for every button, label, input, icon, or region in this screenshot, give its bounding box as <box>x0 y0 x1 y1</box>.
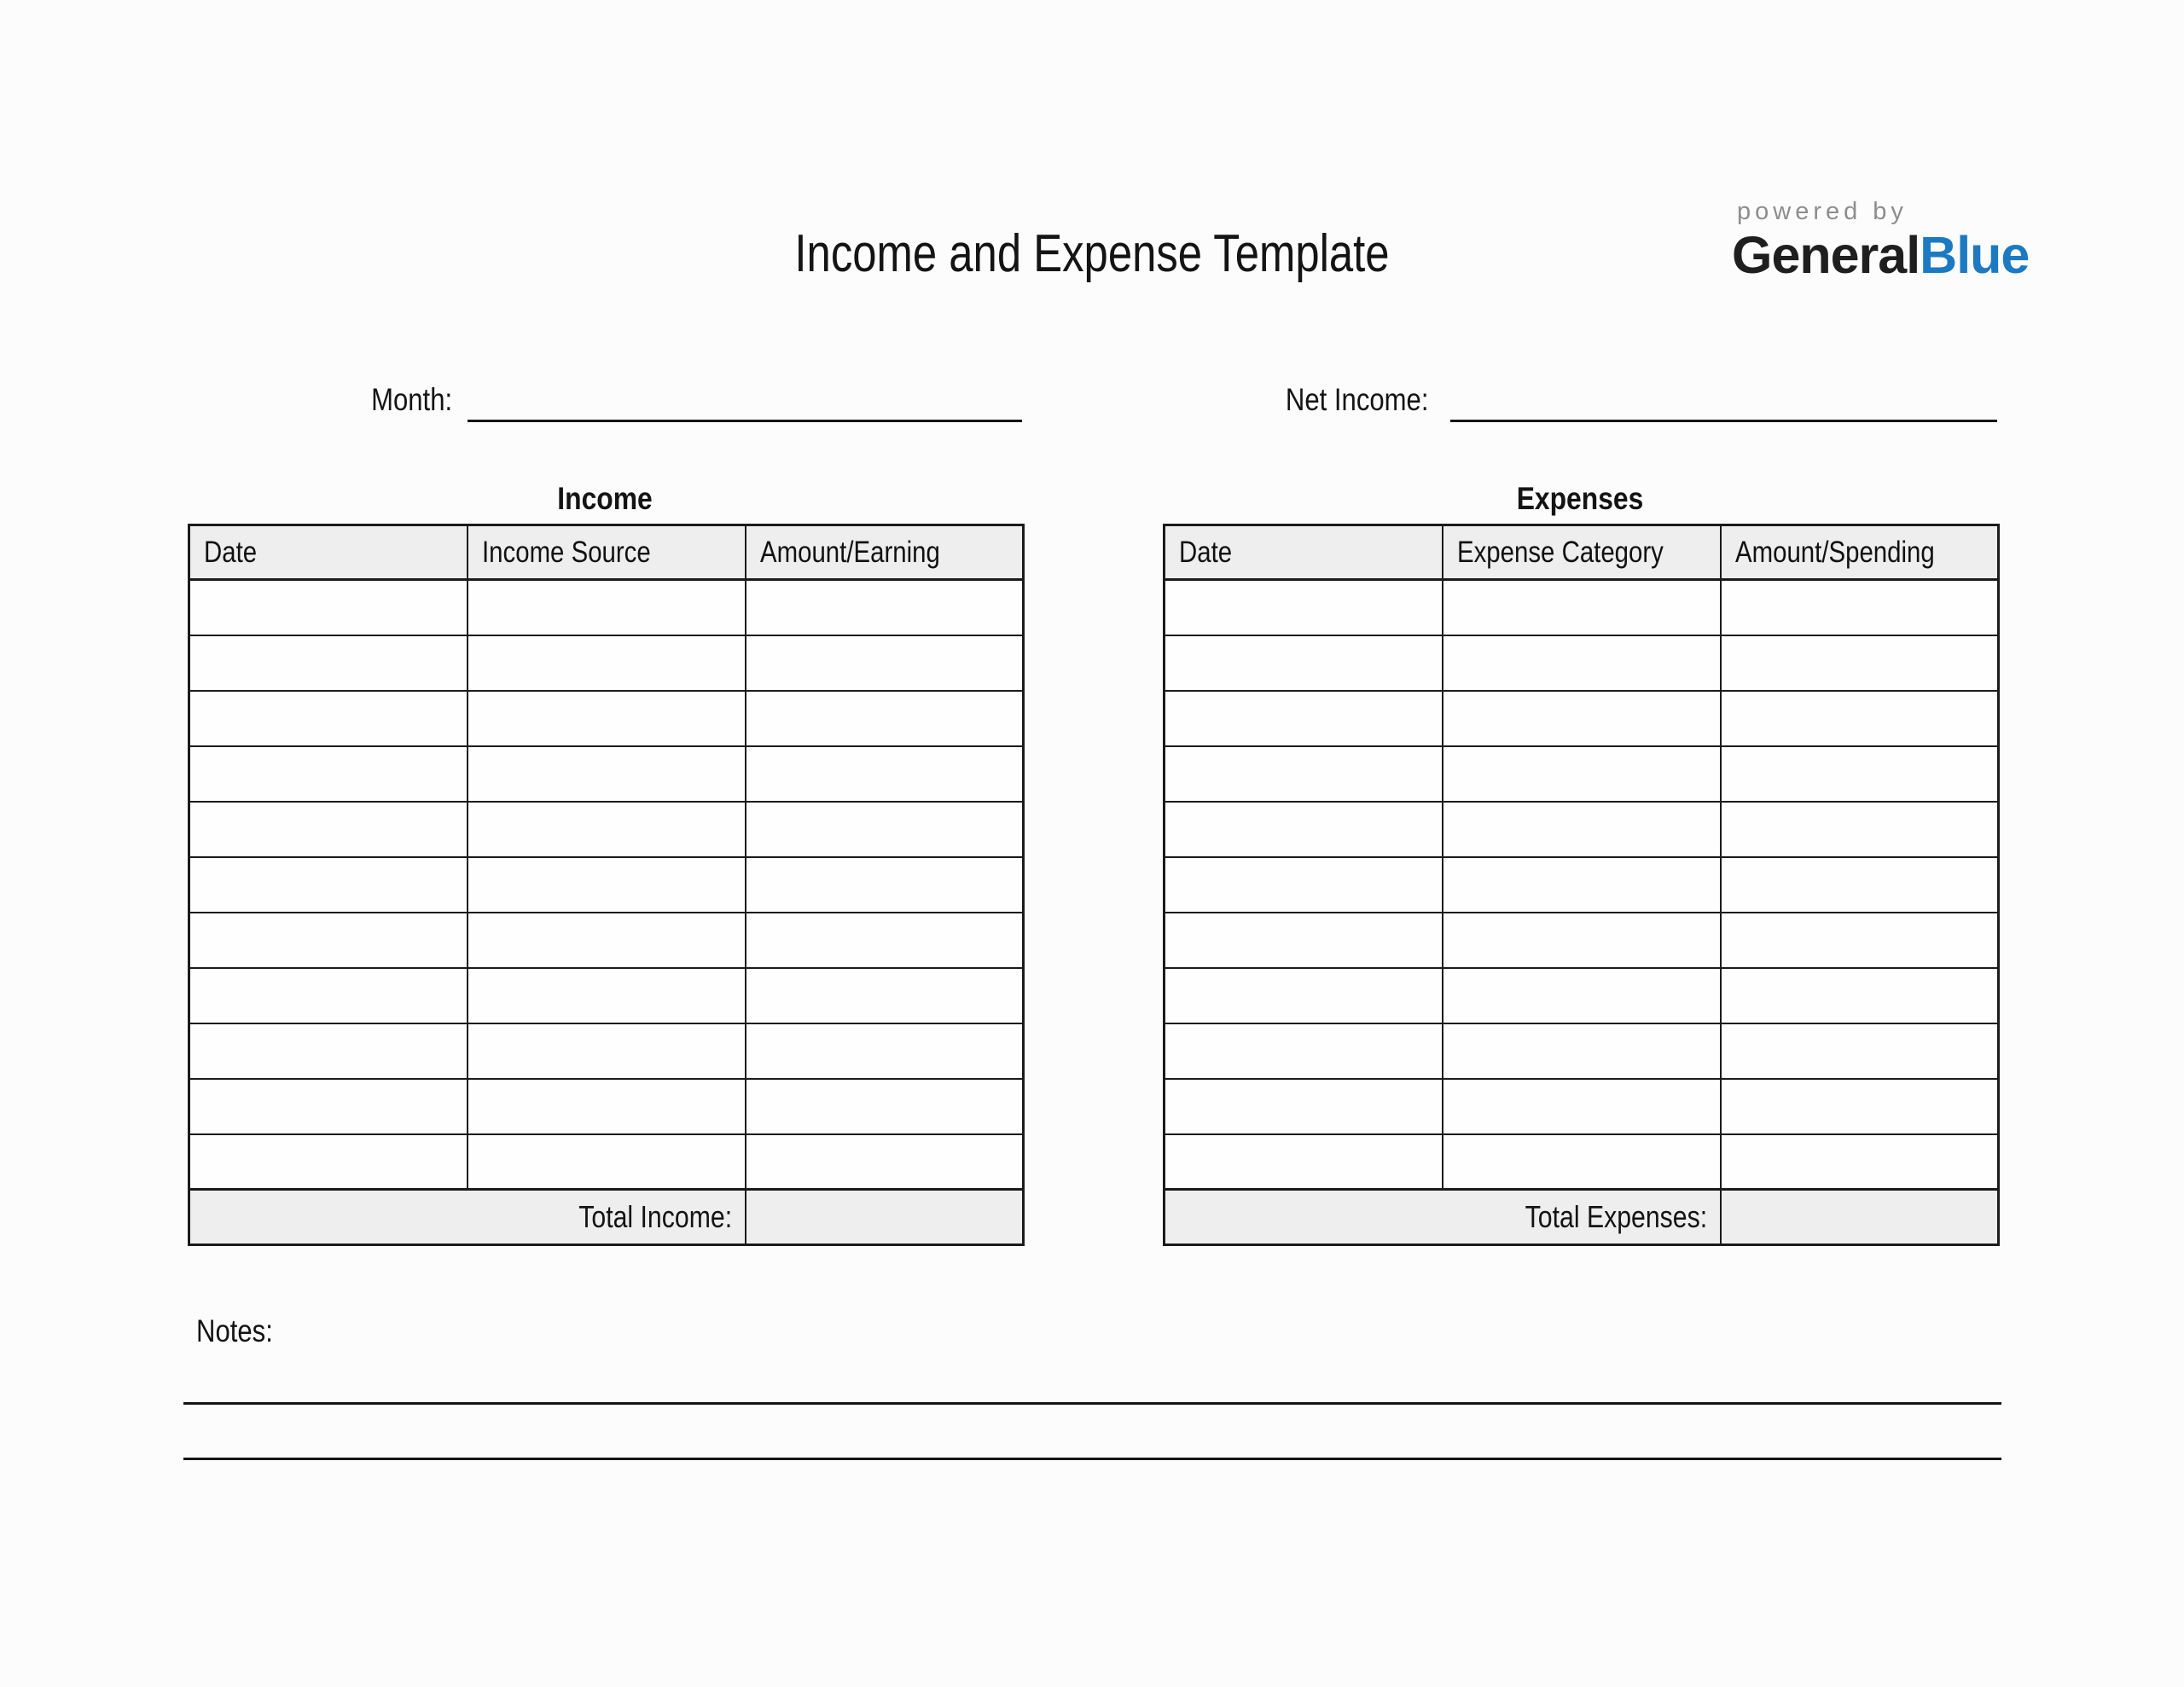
income-cell <box>468 857 746 913</box>
expense-header-2: Amount/Spending <box>1721 525 1999 580</box>
income-cell <box>746 968 1024 1023</box>
notes-line-1 <box>183 1402 2001 1405</box>
expense-cell <box>1165 913 1443 968</box>
expense-cell <box>1165 968 1443 1023</box>
income-cell <box>189 1023 468 1079</box>
expense-cell <box>1721 857 1999 913</box>
income-cell <box>468 913 746 968</box>
brand-logo <box>1732 198 2030 284</box>
income-cell <box>189 913 468 968</box>
income-row-1 <box>189 580 1024 635</box>
income-cell <box>746 1023 1024 1079</box>
income-cell <box>189 857 468 913</box>
expense-cell <box>1165 746 1443 802</box>
expense-cell <box>1443 746 1721 802</box>
income-row-11 <box>189 1134 1024 1190</box>
expense-table-container <box>1163 524 2000 1246</box>
brand-blue: Blue <box>1920 226 2030 284</box>
expense-cell <box>1165 580 1443 635</box>
income-table-container <box>188 524 1025 1246</box>
income-row-2 <box>189 635 1024 691</box>
income-cell <box>468 635 746 691</box>
income-cell <box>189 1134 468 1190</box>
expense-cell <box>1443 691 1721 746</box>
expense-cell <box>1721 746 1999 802</box>
expense-row-1 <box>1165 580 1999 635</box>
expense-cell <box>1443 635 1721 691</box>
expense-total-row <box>1165 1190 1999 1245</box>
expense-header-1: Expense Category <box>1443 525 1721 580</box>
income-cell <box>746 635 1024 691</box>
income-header-2: Amount/Earning <box>746 525 1024 580</box>
expenses-section-title: Expenses <box>1516 481 1644 516</box>
income-cell <box>189 1079 468 1134</box>
income-cell <box>468 968 746 1023</box>
expense-cell <box>1443 1134 1721 1190</box>
income-header-0: Date <box>189 525 468 580</box>
net-income-label: Net Income: <box>1285 382 1428 417</box>
expense-cell <box>1721 913 1999 968</box>
net-income-fill-line <box>1450 420 1997 422</box>
income-row-7 <box>189 913 1024 968</box>
income-cell <box>468 1023 746 1079</box>
expense-total-label: Total Expenses: <box>1165 1190 1721 1245</box>
income-row-6 <box>189 857 1024 913</box>
income-cell <box>746 1079 1024 1134</box>
income-cell <box>468 1134 746 1190</box>
income-total-row <box>189 1190 1024 1245</box>
income-row-4 <box>189 746 1024 802</box>
expense-cell <box>1165 691 1443 746</box>
expense-row-8 <box>1165 968 1999 1023</box>
income-cell <box>189 691 468 746</box>
expense-row-4 <box>1165 746 1999 802</box>
expense-cell <box>1721 691 1999 746</box>
income-header-row <box>189 525 1024 580</box>
notes-label: Notes: <box>196 1313 273 1348</box>
brand-wordmark <box>1732 226 2030 284</box>
brand-general: General <box>1732 226 1920 284</box>
expense-row-2 <box>1165 635 1999 691</box>
expense-row-3 <box>1165 691 1999 746</box>
income-cell <box>468 802 746 857</box>
expense-cell <box>1165 802 1443 857</box>
income-cell <box>468 746 746 802</box>
month-label: Month: <box>370 382 452 417</box>
income-row-3 <box>189 691 1024 746</box>
income-cell <box>189 580 468 635</box>
expense-cell <box>1721 1079 1999 1134</box>
expense-row-9 <box>1165 1023 1999 1079</box>
income-cell <box>746 1134 1024 1190</box>
expense-total-value <box>1721 1190 1999 1245</box>
income-header-1: Income Source <box>468 525 746 580</box>
expense-row-5 <box>1165 802 1999 857</box>
income-cell <box>468 580 746 635</box>
income-cell <box>746 857 1024 913</box>
expense-cell <box>1443 913 1721 968</box>
income-cell <box>468 691 746 746</box>
expense-row-10 <box>1165 1079 1999 1134</box>
expense-cell <box>1443 802 1721 857</box>
expense-header-0: Date <box>1165 525 1443 580</box>
income-row-8 <box>189 968 1024 1023</box>
page-title: Income and Expense Template <box>794 224 1390 283</box>
powered-by-label: powered by <box>1737 198 1908 225</box>
expense-row-7 <box>1165 913 1999 968</box>
expense-cell <box>1165 1079 1443 1134</box>
expense-table <box>1163 524 2000 1246</box>
expense-cell <box>1165 1023 1443 1079</box>
expense-cell <box>1443 580 1721 635</box>
expense-cell <box>1165 857 1443 913</box>
income-cell <box>746 746 1024 802</box>
expense-row-11 <box>1165 1134 1999 1190</box>
income-cell <box>746 580 1024 635</box>
income-row-5 <box>189 802 1024 857</box>
income-table <box>188 524 1025 1246</box>
expense-cell <box>1443 857 1721 913</box>
income-cell <box>746 691 1024 746</box>
income-cell <box>189 746 468 802</box>
income-total-value <box>746 1190 1024 1245</box>
expense-header-row <box>1165 525 1999 580</box>
expense-cell <box>1721 968 1999 1023</box>
month-fill-line <box>468 420 1022 422</box>
income-cell <box>189 802 468 857</box>
expense-cell <box>1443 1079 1721 1134</box>
expense-cell <box>1165 1134 1443 1190</box>
income-total-label: Total Income: <box>189 1190 746 1245</box>
expense-row-6 <box>1165 857 1999 913</box>
expense-cell <box>1165 635 1443 691</box>
expense-cell <box>1721 1023 1999 1079</box>
income-section-title: Income <box>557 481 653 516</box>
expense-cell <box>1721 635 1999 691</box>
income-cell <box>189 968 468 1023</box>
income-cell <box>746 802 1024 857</box>
expense-cell <box>1443 1023 1721 1079</box>
income-cell <box>189 635 468 691</box>
expense-cell <box>1721 802 1999 857</box>
income-row-9 <box>189 1023 1024 1079</box>
notes-line-2 <box>183 1458 2001 1460</box>
income-cell <box>468 1079 746 1134</box>
expense-cell <box>1721 580 1999 635</box>
income-row-10 <box>189 1079 1024 1134</box>
expense-cell <box>1721 1134 1999 1190</box>
income-cell <box>746 913 1024 968</box>
expense-cell <box>1443 968 1721 1023</box>
